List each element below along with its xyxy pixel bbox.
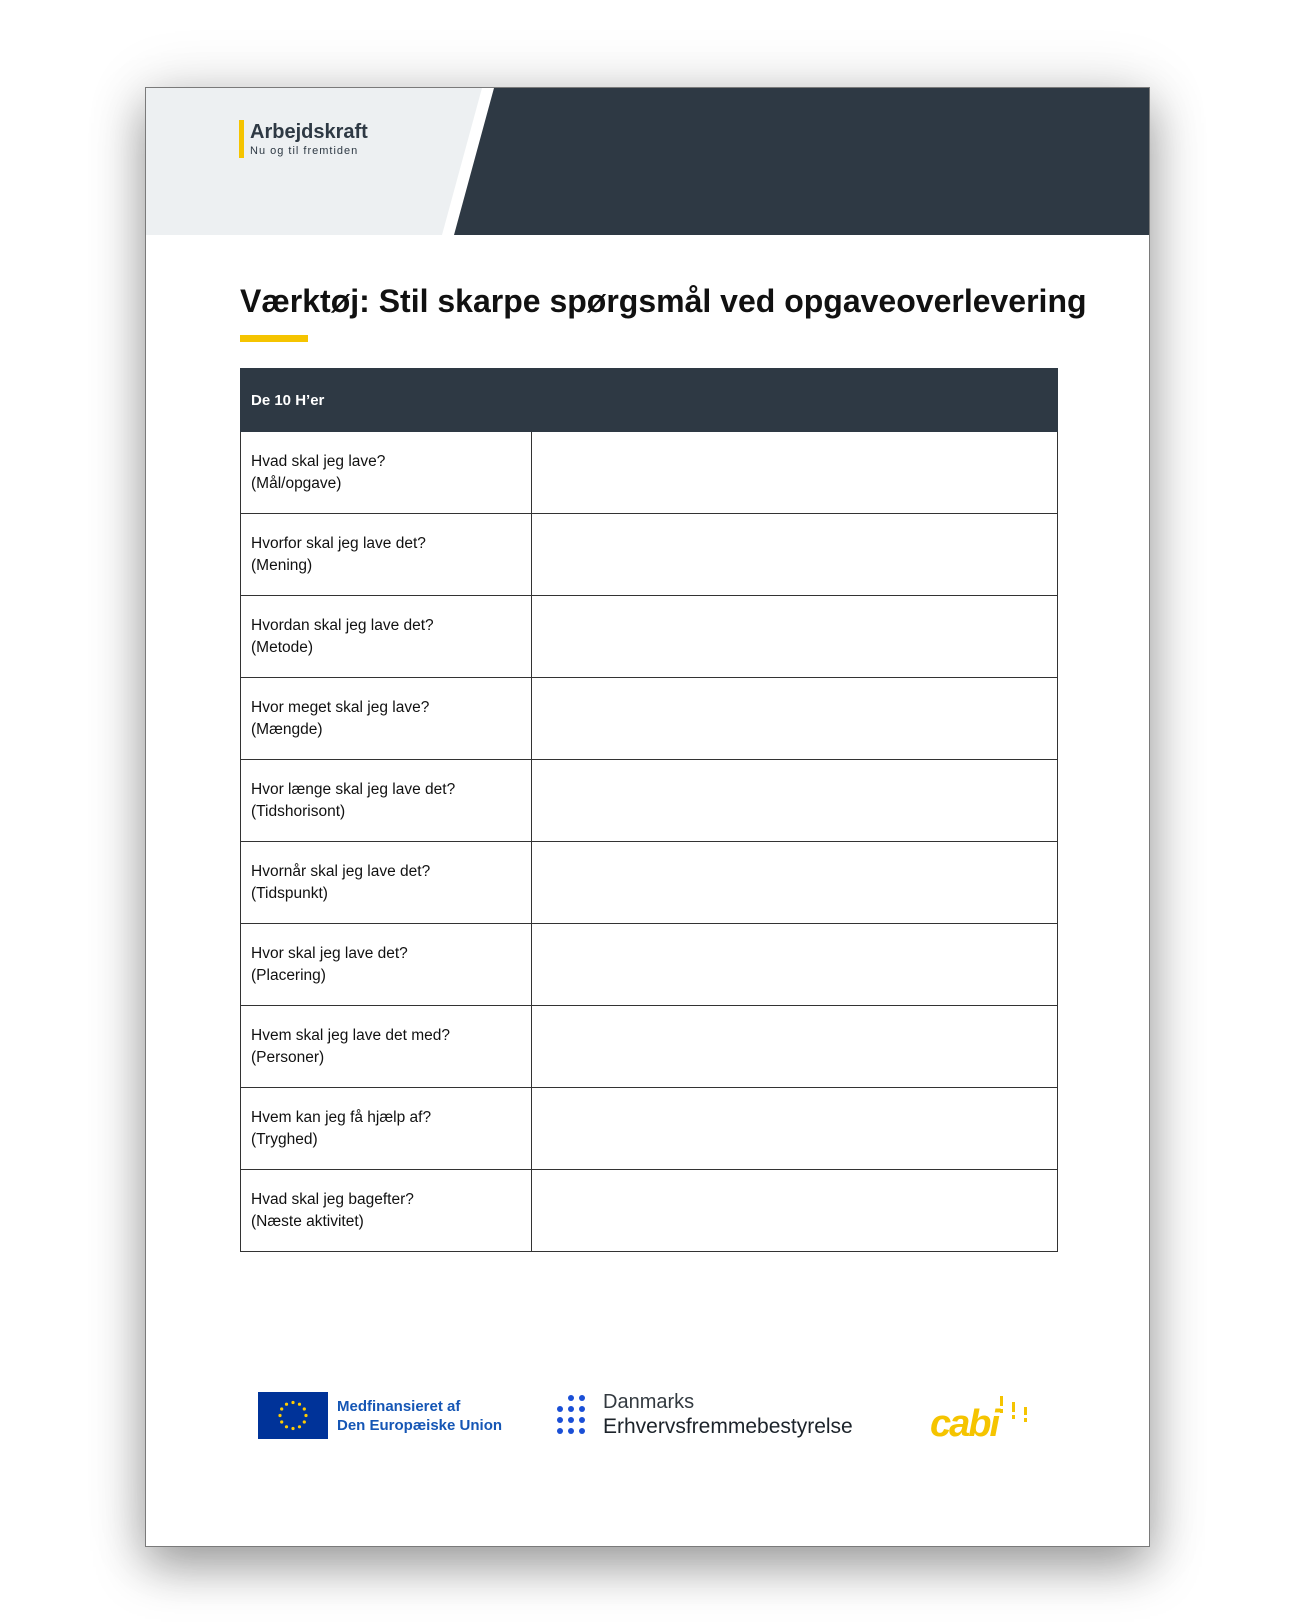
answer-cell[interactable] [532,1170,1058,1252]
table-row [241,596,1058,678]
question-text: Hvem skal jeg lave det med? [251,1026,451,1044]
question-cell [241,1170,532,1252]
cabi-logo-text: cabi [930,1403,999,1445]
answer-cell[interactable] [532,760,1058,842]
eu-text-line1: Medfinansieret af [337,1398,461,1415]
page-header [146,88,1149,235]
question-cell [241,514,532,596]
question-subtext: (Mængde) [251,720,323,738]
eu-cofinanced-text [337,1397,502,1435]
question-cell [241,924,532,1006]
cabi-logo [930,1394,1040,1446]
eu-flag-icon [258,1392,328,1439]
question-cell [241,842,532,924]
question-cell [241,760,532,842]
question-subtext: (Mening) [251,556,313,574]
question-subtext: (Tidshorisont) [251,802,346,820]
question-text: Hvorfor skal jeg lave det? [251,534,426,552]
question-cell [241,596,532,678]
question-text: Hvordan skal jeg lave det? [251,616,434,634]
arbejdskraft-logo [239,120,368,158]
logo-name: Arbejdskraft [250,121,368,143]
eu-text-line2: Den Europæiske Union [337,1417,503,1434]
table-row [241,432,1058,514]
answer-cell[interactable] [532,596,1058,678]
question-cell [241,678,532,760]
question-text: Hvornår skal jeg lave det? [251,862,431,880]
logo-tagline: Nu og til fremtiden [250,145,359,157]
question-subtext: (Tryghed) [251,1130,318,1148]
table-row [241,678,1058,760]
question-subtext: (Metode) [251,638,314,656]
question-text: Hvor længe skal jeg lave det? [251,780,456,798]
page-title: Værktøj: Stil skarpe spørgsmål ved opgaveoverlevering [240,283,1087,319]
deb-text-line2: Erhvervsfremmebestyrelse [603,1415,853,1438]
question-text: Hvad skal jeg lave? [251,452,386,470]
questions-table [240,368,1058,1252]
question-text: Hvor skal jeg lave det? [251,944,408,962]
table-header-answers [532,369,1058,432]
question-subtext: (Placering) [251,966,326,984]
answer-cell[interactable] [532,514,1058,596]
document-page [145,87,1150,1547]
table-header-questions: De 10 H’er [241,369,532,432]
question-cell [241,1006,532,1088]
table-row [241,760,1058,842]
table-row [241,1088,1058,1170]
question-cell [241,1088,532,1170]
table-row [241,1006,1058,1088]
question-subtext: (Næste aktivitet) [251,1212,364,1230]
answer-cell[interactable] [532,1006,1058,1088]
question-subtext: (Mål/opgave) [251,474,342,492]
question-subtext: (Personer) [251,1048,325,1066]
header-light-panel [146,88,486,235]
deb-dots-icon [554,1394,588,1438]
answer-cell[interactable] [532,924,1058,1006]
question-text: Hvor meget skal jeg lave? [251,698,430,716]
question-cell [241,432,532,514]
answer-cell[interactable] [532,432,1058,514]
answer-cell[interactable] [532,1088,1058,1170]
table-row [241,842,1058,924]
table-header-row [241,369,1058,432]
question-subtext: (Tidspunkt) [251,884,328,902]
footer-logos [146,1388,1149,1448]
cabi-sparkle-icon [998,1394,1034,1432]
table-row [241,514,1058,596]
title-underline [240,335,308,342]
table-row [241,924,1058,1006]
answer-cell[interactable] [532,678,1058,760]
answer-cell[interactable] [532,842,1058,924]
deb-text-line1: Danmarks [603,1391,695,1413]
table-row [241,1170,1058,1252]
question-text: Hvad skal jeg bagefter? [251,1190,414,1208]
question-text: Hvem kan jeg få hjælp af? [251,1108,432,1126]
